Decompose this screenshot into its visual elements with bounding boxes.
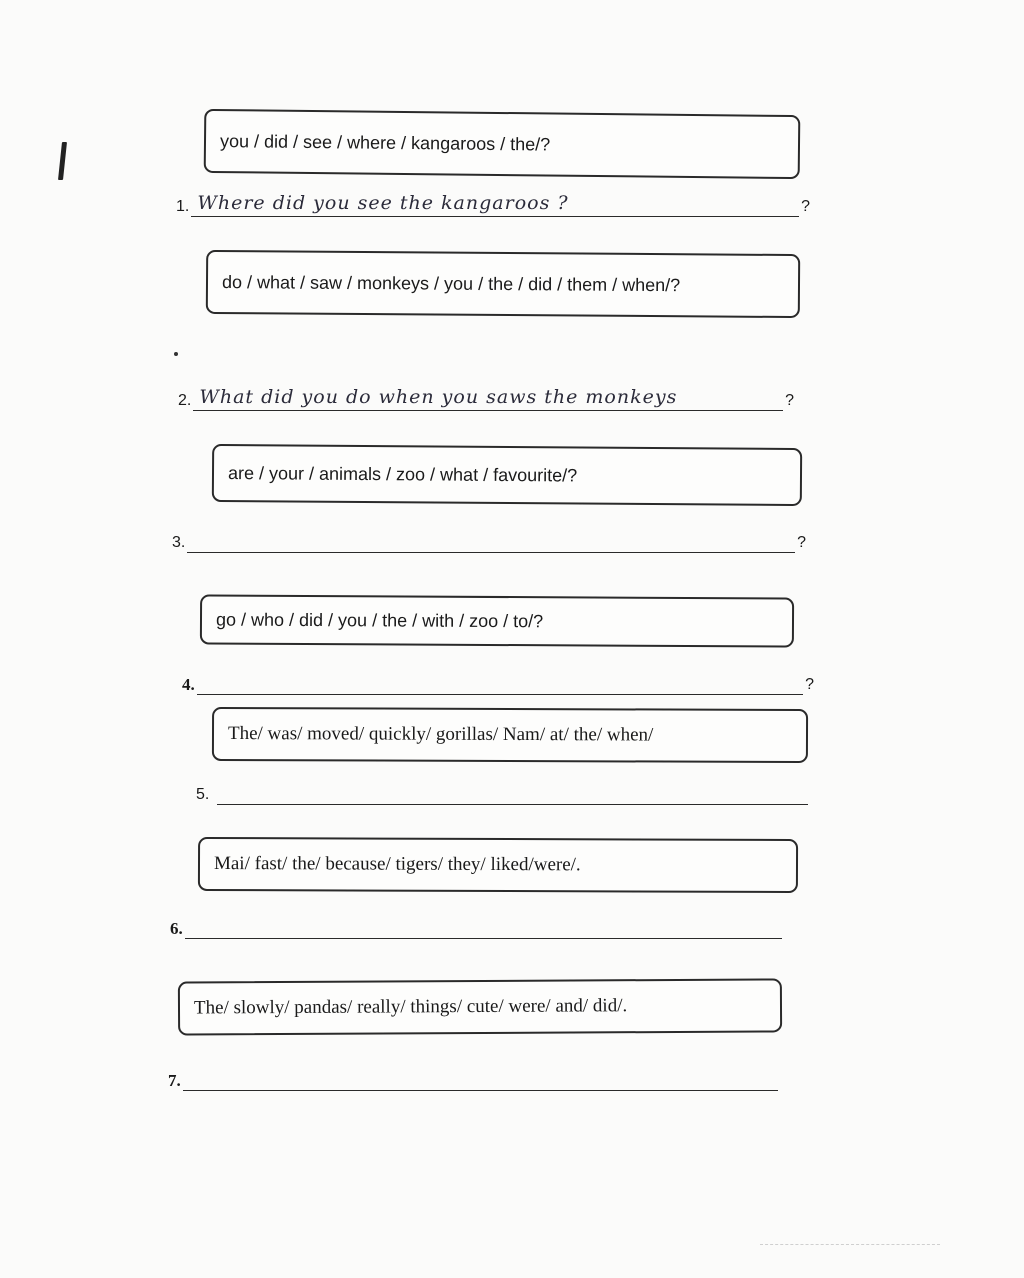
scrambled-box-5 bbox=[212, 707, 808, 763]
item-number-6: 6. bbox=[170, 919, 183, 938]
answer-row-1 bbox=[176, 190, 810, 217]
stray-dot bbox=[174, 352, 178, 356]
answer-line-7[interactable] bbox=[183, 1064, 778, 1091]
scrambled-box-6 bbox=[198, 837, 798, 893]
margin-mark bbox=[58, 142, 67, 180]
item-number-7: 7. bbox=[168, 1071, 181, 1090]
question-mark-4: ? bbox=[805, 676, 814, 693]
scan-artifact bbox=[760, 1244, 940, 1245]
scrambled-box-1 bbox=[204, 109, 801, 179]
item-number-3: 3. bbox=[172, 534, 186, 551]
answer-line-2[interactable] bbox=[193, 384, 783, 411]
answer-row-5 bbox=[196, 778, 808, 805]
answer-row-2 bbox=[178, 384, 794, 411]
question-mark-1: ? bbox=[801, 198, 810, 215]
scrambled-text-3: are / your / animals / zoo / what / favourite/? bbox=[227, 462, 578, 485]
item-number-5: 5. bbox=[196, 786, 210, 803]
scrambled-text-6: Mai/ fast/ the/ because/ tigers/ they/ liked/were/. bbox=[213, 853, 581, 876]
scrambled-box-4 bbox=[200, 594, 794, 647]
answer-row-6 bbox=[170, 912, 782, 939]
scrambled-text-7: The/ slowly/ pandas/ really/ things/ cute/ were/ and/ did/. bbox=[193, 995, 628, 1019]
answer-row-7 bbox=[168, 1064, 778, 1091]
handwritten-answer-2: What did you do when you saws the monkeys bbox=[199, 386, 678, 408]
scrambled-text-4: go / who / did / you / the / with / zoo / to/? bbox=[215, 609, 544, 631]
scrambled-box-2 bbox=[206, 250, 800, 318]
answer-line-5[interactable] bbox=[217, 778, 808, 805]
scrambled-box-7 bbox=[178, 978, 782, 1035]
answer-line-4[interactable] bbox=[197, 668, 803, 695]
answer-line-3[interactable] bbox=[187, 526, 795, 553]
item-number-4: 4. bbox=[182, 675, 195, 694]
scrambled-text-5: The/ was/ moved/ quickly/ gorillas/ Nam/ at/ the/ when/ bbox=[227, 723, 654, 746]
answer-line-6[interactable] bbox=[185, 912, 782, 939]
handwritten-answer-1: Where did you see the kangaroos ? bbox=[197, 192, 569, 214]
item-number-2: 2. bbox=[178, 392, 192, 409]
answer-row-4 bbox=[182, 668, 814, 695]
item-number-1: 1. bbox=[176, 198, 190, 215]
scrambled-text-1: you / did / see / where / kangaroos / the/? bbox=[219, 130, 551, 155]
question-mark-3: ? bbox=[797, 534, 806, 551]
scrambled-text-2: do / what / saw / monkeys / you / the / did / them / when/? bbox=[221, 271, 681, 295]
answer-line-1[interactable] bbox=[191, 190, 799, 217]
question-mark-2: ? bbox=[785, 392, 794, 409]
answer-row-3 bbox=[172, 526, 806, 553]
scrambled-box-3 bbox=[212, 444, 802, 506]
